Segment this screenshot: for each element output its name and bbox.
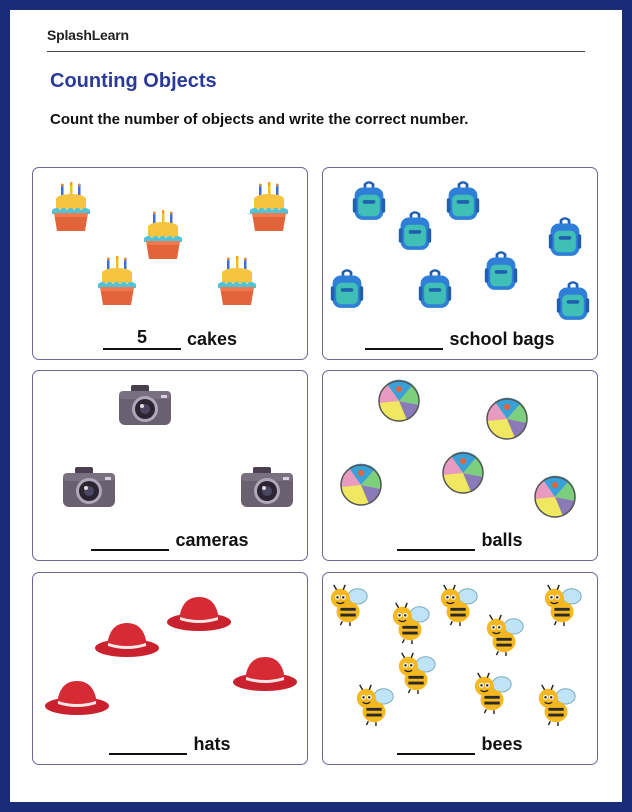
cake-icon (215, 256, 259, 308)
school-bag-icon (329, 268, 365, 310)
ball-icon (377, 379, 421, 423)
bee-icon (535, 683, 579, 727)
school-bag-icon (397, 210, 433, 252)
panel-bees (322, 572, 598, 765)
school-bag-icon (417, 268, 453, 310)
answer-blank[interactable] (397, 733, 475, 755)
hat-icon (231, 653, 299, 693)
panel-balls (322, 370, 598, 561)
panel-cakes (32, 167, 308, 360)
brand-logo: SplashLearn (47, 27, 129, 43)
school-bag-icon (483, 250, 519, 292)
ball-icon (441, 451, 485, 495)
object-label: hats (193, 734, 231, 754)
cake-icon (141, 210, 185, 262)
bee-icon (541, 583, 585, 627)
camera-icon (239, 465, 295, 509)
object-label: cameras (175, 530, 249, 550)
answer-blank[interactable] (91, 529, 169, 551)
bee-icon (395, 651, 439, 695)
camera-icon (61, 465, 117, 509)
school-bag-icon (547, 216, 583, 258)
hat-icon (93, 619, 161, 659)
header-divider (47, 51, 585, 52)
camera-icon (117, 383, 173, 427)
page-title: Counting Objects (50, 70, 217, 92)
cake-icon (49, 182, 93, 234)
answer-blank[interactable]: 5 (103, 328, 181, 350)
answer-line (323, 529, 597, 551)
answer-line (33, 328, 307, 350)
object-label: cakes (186, 329, 238, 349)
answer-blank[interactable] (397, 529, 475, 551)
panel-school-bags (322, 167, 598, 360)
instruction-text: Count the number of objects and write the correct number. (50, 111, 469, 128)
object-label: school bags (449, 329, 555, 349)
cake-icon (95, 256, 139, 308)
answer-line (323, 733, 597, 755)
ball-icon (485, 397, 529, 441)
object-label: balls (481, 530, 523, 550)
school-bag-icon (351, 180, 387, 222)
object-label: bees (481, 734, 523, 754)
answer-line (323, 328, 597, 350)
bee-icon (389, 601, 433, 645)
bee-icon (471, 671, 515, 715)
bee-icon (353, 683, 397, 727)
answer-blank[interactable] (109, 733, 187, 755)
hat-icon (43, 677, 111, 717)
answer-line (33, 733, 307, 755)
bee-icon (437, 583, 481, 627)
hat-icon (165, 593, 233, 633)
school-bag-icon (555, 280, 591, 322)
cake-icon (247, 182, 291, 234)
bee-icon (483, 613, 527, 657)
bee-icon (327, 583, 371, 627)
panel-cameras (32, 370, 308, 561)
answer-blank[interactable] (365, 328, 443, 350)
answer-line (33, 529, 307, 551)
panel-hats (32, 572, 308, 765)
school-bag-icon (445, 180, 481, 222)
ball-icon (533, 475, 577, 519)
ball-icon (339, 463, 383, 507)
worksheet-page (10, 10, 622, 802)
